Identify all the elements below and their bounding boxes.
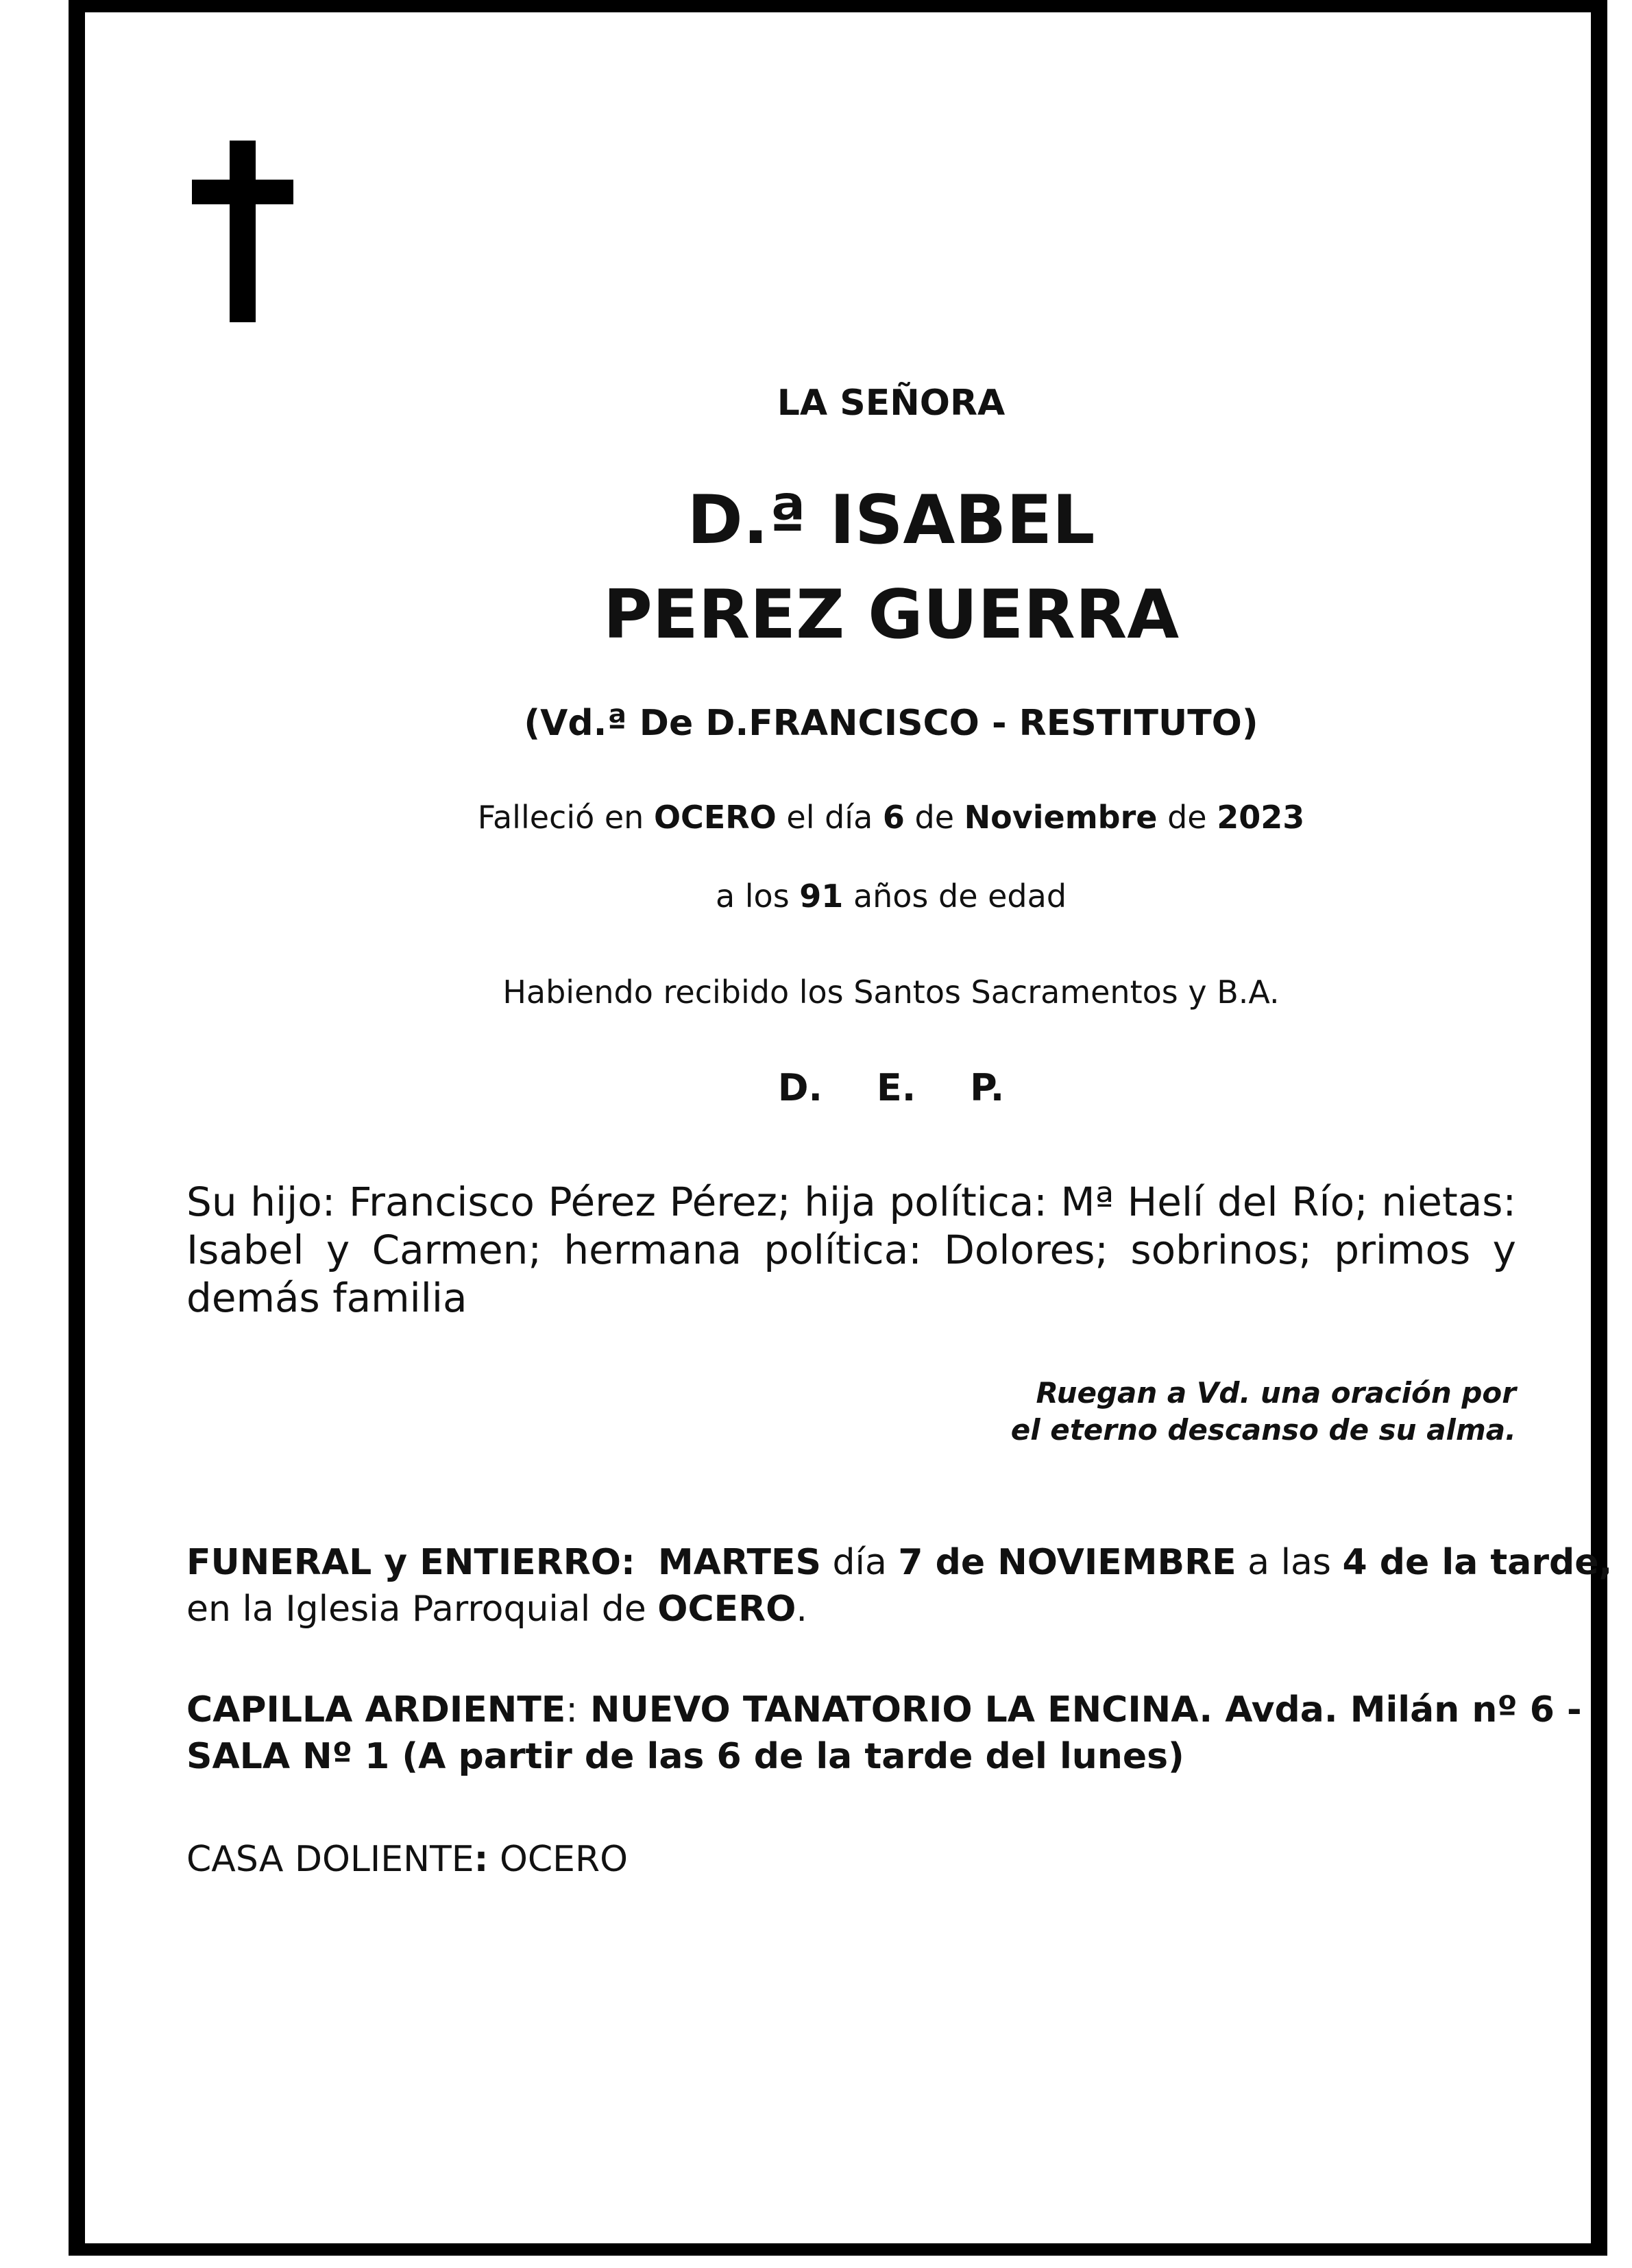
age-value: 91: [799, 878, 844, 915]
capilla-location: NUEVO TANATORIO LA ENCINA. Avda. Milán nº 6 -: [589, 1689, 1582, 1730]
name-line-2: PEREZ GUERRA: [602, 576, 1180, 654]
age-prefix: a los: [715, 878, 790, 915]
death-month: Noviembre: [964, 799, 1158, 836]
funeral-place: OCERO: [657, 1589, 796, 1630]
funeral-line-2: [186, 1586, 1544, 1632]
capilla-label: CAPILLA ARDIENTE: [186, 1689, 566, 1730]
family-paragraph: Su hijo: Francisco Pérez Pérez; hija política: Mª Helí del Río; nietas: Isabel y Carmen; hermana política: Dolores; sobrinos; primos y demás familia: [186, 1179, 1516, 1321]
funeral-at: a las: [1247, 1542, 1331, 1583]
casa-label: CASA DOLIENTE: [186, 1839, 474, 1880]
death-year: 2023: [1217, 799, 1305, 836]
death-prefix: Falleció en: [477, 799, 644, 836]
capilla-info: [186, 1687, 1582, 1780]
name-line-1: D.ª ISABEL: [687, 481, 1095, 559]
heading-la-senora: LA SEÑORA: [777, 383, 1006, 424]
capilla-line-1: [186, 1687, 1582, 1733]
capilla-line-2: SALA Nº 1 (A partir de las 6 de la tarde del lunes): [186, 1736, 1184, 1777]
funeral-church: en la Iglesia Parroquial de: [186, 1589, 646, 1630]
funeral-date: 7 de NOVIEMBRE: [898, 1542, 1237, 1583]
casa-info: [186, 1836, 1544, 1883]
age-suffix: años de edad: [853, 878, 1067, 915]
deceased-name: [0, 473, 1632, 662]
cross-icon: [230, 141, 256, 322]
capilla-colon: :: [565, 1689, 578, 1730]
funeral-day-word: día: [832, 1542, 887, 1583]
age-line: [0, 878, 1632, 915]
funeral-label: FUNERAL y ENTIERRO:: [186, 1542, 635, 1583]
funeral-time: 4 de la tarde,: [1342, 1542, 1613, 1583]
widow-of: (Vd.ª De D.FRANCISCO - RESTITUTO): [524, 703, 1258, 744]
death-mid2: de: [914, 799, 955, 836]
death-mid3: de: [1167, 799, 1207, 836]
sacraments-line: Habiendo recibido los Santos Sacramentos y B.A.: [502, 974, 1280, 1011]
cross-icon-bar: [192, 180, 293, 204]
obituary-frame: [69, 0, 1607, 2256]
casa-colon: :: [474, 1839, 489, 1880]
death-line: [0, 799, 1632, 836]
casa-place: OCERO: [499, 1839, 629, 1880]
funeral-line-1: [186, 1539, 1613, 1586]
prayer-line-2: el eterno descanso de su alma.: [1010, 1413, 1516, 1447]
funeral-period: .: [796, 1589, 807, 1630]
prayer-line-1: Ruegan a Vd. una oración por: [1036, 1376, 1516, 1410]
death-place: OCERO: [653, 799, 777, 836]
death-day: 6: [882, 799, 905, 836]
prayer-request: [823, 1375, 1516, 1449]
rip-line: D. E. P.: [777, 1066, 1005, 1109]
funeral-weekday: MARTES: [657, 1542, 821, 1583]
death-mid1: el día: [786, 799, 873, 836]
funeral-info: [186, 1539, 1613, 1632]
